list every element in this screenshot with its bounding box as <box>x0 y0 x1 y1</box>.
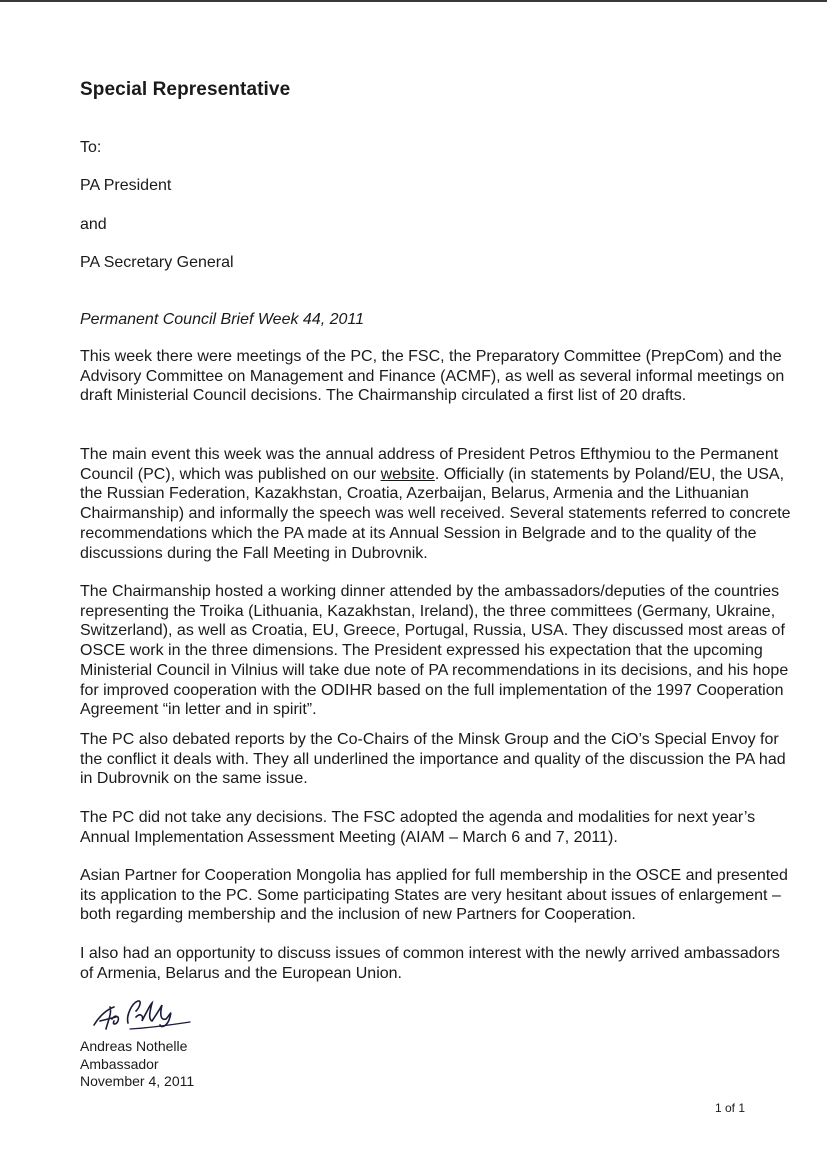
page-top-border <box>0 0 827 2</box>
paragraph-decisions: The PC did not take any decisions. The FSC adopted the agenda and modalities for next year’s Annual Implementation Assessment Meeting (AIAM – March 6 and 7, 2011). <box>80 809 756 846</box>
paragraph-annual-address-text-end: . Officially (in statements by Poland/EU, the USA, the Russian Federation, Kazakhstan, Croatia, Azerbaijan, Belarus, Armenia and the Lithuanian Chairmanship) and informally the speech was well received. Several statements referred to concrete recommendations which the PA made at its Annual Session in Belgrade and to the quality of the discussions during the Fall Meeting in Dubrovnik. <box>80 465 791 562</box>
page-number: 1 of 1 <box>715 1101 746 1115</box>
paragraph-minsk-group: The PC also debated reports by the Co-Chairs of the Minsk Group and the CiO’s Special Envoy for the conflict it deals with. They all underlined the importance and quality of the discussion the PA had in Dubrovnik on the same issue. <box>80 731 786 788</box>
recipient-conjunction: and <box>80 216 107 233</box>
paragraph-mongolia: Asian Partner for Cooperation Mongolia has applied for full membership in the OSCE and presented its application to the PC. Some participating States are very hesitant about issues of enlargement – both regarding membership and the inclusion of new Partners for Cooperation. <box>80 867 788 924</box>
signatory-name: Andreas Nothelle <box>80 1038 188 1054</box>
paragraph-ambassadors: I also had an opportunity to discuss issues of common interest with the newly arrived ambassadors of Armenia, Belarus and the European Union. <box>80 945 780 982</box>
paragraph-annual-address-text-start: The main event this week was the annual address of President Petros Efthymiou to the Permanent Council (PC), which was published on our <box>80 446 779 483</box>
paragraph-working-dinner: The Chairmanship hosted a working dinner attended by the ambassadors/deputies of the countries representing the Troika (Lithuania, Kazakhstan, Ireland), the three committees (Germany, Ukraine, Switzerland), as well as Croatia, EU, Greece, Portugal, Russia, USA. They discussed most areas of OSCE work in the three dimensions. The President expressed his expectation that the upcoming Ministerial Council in Vilnius will take due note of PA recommendations in its decisions, and his hope for improved cooperation with the ODIHR based on the full implementation of the 1997 Cooperation Agreement “in letter and in spirit”. <box>80 583 789 719</box>
paragraph-meetings: This week there were meetings of the PC, the FSC, the Preparatory Committee (PrepCom) and the Advisory Committee on Management and Finance (ACMF), as well as several informal meetings on draft Ministerial Council decisions. The Chairmanship circulated a first list of 20 drafts. <box>80 348 785 405</box>
recipient-pa-president: PA President <box>80 177 172 194</box>
paragraph-annual-address <box>80 445 792 563</box>
signatory-title: Ambassador <box>80 1055 159 1072</box>
recipient-pa-secretary-general: PA Secretary General <box>80 254 234 271</box>
recipient-to-label: To: <box>80 139 102 156</box>
document-subject: Permanent Council Brief Week 44, 2011 <box>80 311 365 328</box>
handwritten-signature <box>90 995 200 1035</box>
signature-date: November 4, 2011 <box>80 1073 195 1089</box>
document-heading: Special Representative <box>80 79 291 100</box>
website-link[interactable]: website <box>380 465 435 483</box>
signature-block <box>80 1038 194 1091</box>
